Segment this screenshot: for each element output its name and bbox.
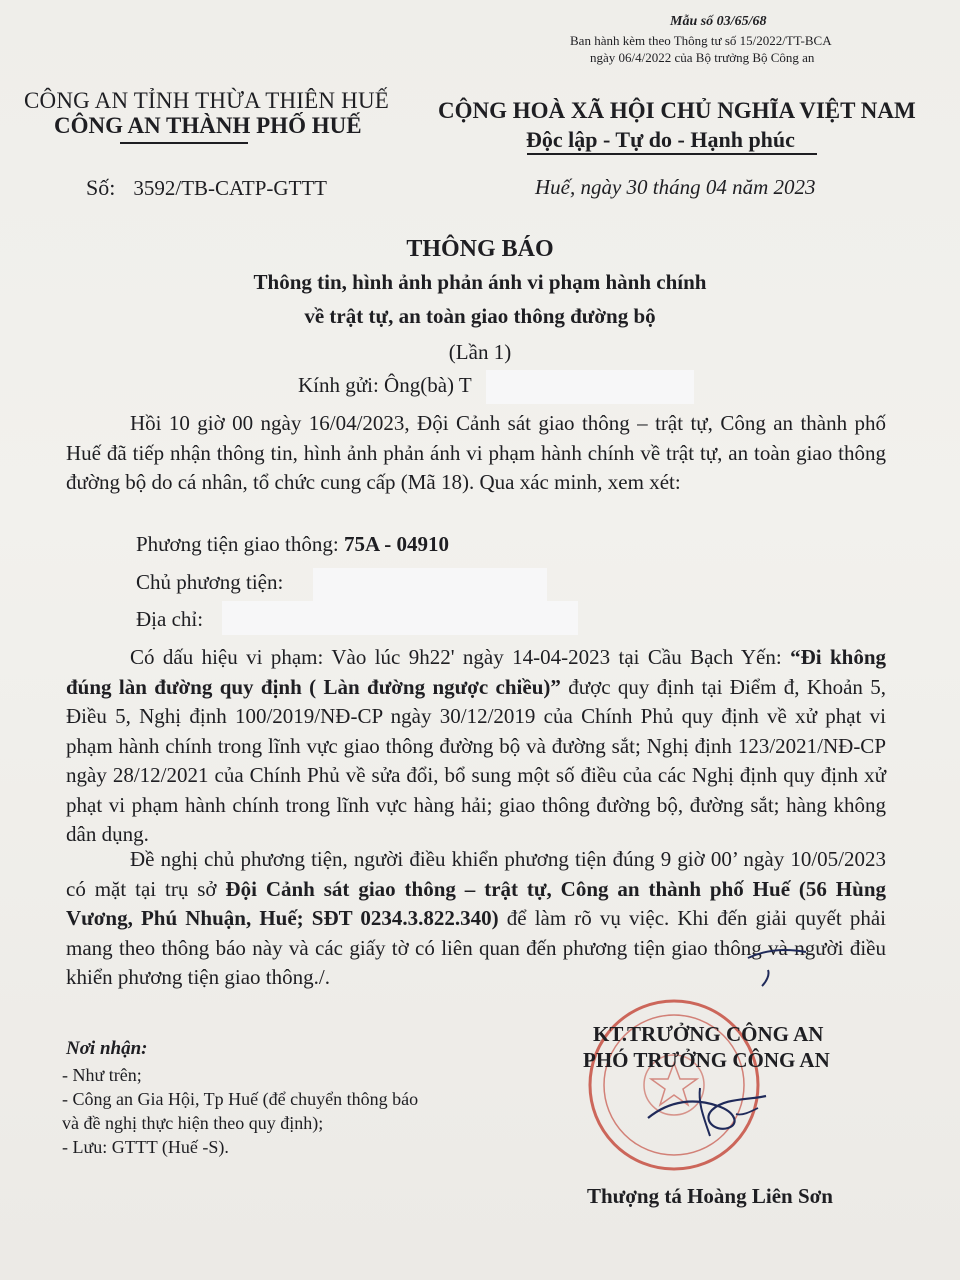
paragraph-intro xyxy=(66,409,886,498)
agency-name: CÔNG AN THÀNH PHỐ HUẾ xyxy=(54,113,362,138)
recipient-item: - Công an Gia Hội, Tp Huế (để chuyển thông báo xyxy=(62,1089,419,1109)
document-title: THÔNG BÁO xyxy=(406,236,554,262)
vehicle-line xyxy=(136,532,449,557)
document-subtitle-2: về trật tự, an toàn giao thông đường bộ xyxy=(304,304,656,328)
signer-role-2: PHÓ TRƯỞNG CÔNG AN xyxy=(583,1048,830,1072)
vehicle-label: Phương tiện giao thông: xyxy=(136,532,344,556)
agency-underline xyxy=(120,142,248,144)
request-lead: Đề nghị chủ phương tiện, người điều khiển phương tiện đúng 9 giờ 00’ ngày 10/05/2023 có mặt tại trụ sở xyxy=(66,847,886,901)
redacted-owner-name xyxy=(313,568,547,602)
violation-lead: Có dấu hiệu vi phạm: Vào lúc 9h22' ngày 14-04-2023 tại Cầu Bạch Yến: xyxy=(130,645,791,669)
recipient-item: và đề nghị thực hiện theo quy định); xyxy=(62,1113,324,1133)
handwritten-signature xyxy=(640,1070,780,1150)
agency-parent: CÔNG AN TỈNH THỪA THIÊN HUẾ xyxy=(24,88,390,113)
violation-description: “Đi không đúng làn đường quy định ( Làn đường ngược chiều)” xyxy=(66,645,887,699)
motto-underline xyxy=(527,153,817,155)
violation-legal-basis: được quy định tại Điểm đ, Khoản 5, Điều 5, Nghị định 100/2019/NĐ-CP ngày 30/12/2019 của Chính Phủ quy định về xử phạt vi phạm hành chính trong lĩnh vực giao thông đường bộ và đường sắt; Nghị định 123/2021/NĐ-CP ngày 28/12/2021 của Chính Phủ về sửa đổi, bổ sung một số điều của các Nghị định quy định xử phạt vi phạm hành chính trong lĩnh vực hàng hải; giao thông đường bộ, đường sắt; hàng không dân dụng. xyxy=(66,674,886,846)
document-number-label: Số: xyxy=(86,175,116,200)
document-subtitle-1: Thông tin, hình ảnh phản ánh vi phạm hành chính xyxy=(253,270,707,294)
place-date: Huế, ngày 30 tháng 04 năm 2023 xyxy=(535,175,816,199)
paragraph-violation xyxy=(66,643,886,850)
national-motto: Độc lập - Tự do - Hạnh phúc xyxy=(526,127,795,152)
signer-role-1: KT.TRƯỞNG CÔNG AN xyxy=(593,1022,824,1046)
handwritten-check-mark xyxy=(740,940,810,990)
redacted-recipient-name xyxy=(486,370,694,404)
address-label: Địa chỉ: xyxy=(136,607,204,631)
owner-label: Chủ phương tiện: xyxy=(136,570,284,594)
recipients-title: Nơi nhận: xyxy=(66,1038,148,1059)
request-office: Đội Cảnh sát giao thông – trật tự, Công an thành phố Huế (56 Hùng Vương, Phú Nhuận, Huế; SĐT 0234.3.822.340) xyxy=(66,876,887,930)
form-code: Mẫu số 03/65/68 xyxy=(670,14,767,29)
recipient-line: Kính gửi: Ông(bà) T xyxy=(298,373,472,397)
form-note-line-1: Ban hành kèm theo Thông tư số 15/2022/TT-BCA xyxy=(570,33,832,48)
recipients-list xyxy=(62,1063,502,1159)
document-number xyxy=(86,175,327,201)
form-note-line-2: ngày 06/4/2022 của Bộ trưởng Bộ Công an xyxy=(590,50,815,65)
request-rest: để làm rõ vụ việc. Khi đến giải quyết phải mang theo thông báo này và các giấy tờ có liên quan đến phương tiện giao thông và người điều khiển phương tiện giao thông./. xyxy=(66,906,886,989)
recipient-item: - Lưu: GTTT (Huế -S). xyxy=(62,1137,229,1157)
notice-count: (Lần 1) xyxy=(448,340,512,364)
national-title: CỘNG HOÀ XÃ HỘI CHỦ NGHĨA VIỆT NAM xyxy=(438,98,916,123)
recipient-item: - Như trên; xyxy=(62,1065,142,1085)
document-number-value: 3592/TB-CATP-GTTT xyxy=(133,176,328,200)
redacted-address xyxy=(222,601,578,635)
vehicle-plate: 75A - 04910 xyxy=(343,532,449,556)
paragraph-intro-text: Hồi 10 giờ 00 ngày 16/04/2023, Đội Cảnh sát giao thông – trật tự, Công an thành phố Huế đã tiếp nhận thông tin, hình ảnh phản ánh vi phạm hành chính về trật tự, an toàn giao thông đường bộ do cá nhân, tổ chức cung cấp (Mã 18). Qua xác minh, xem xét: xyxy=(66,411,886,494)
signer-name: Thượng tá Hoàng Liên Sơn xyxy=(587,1184,833,1208)
